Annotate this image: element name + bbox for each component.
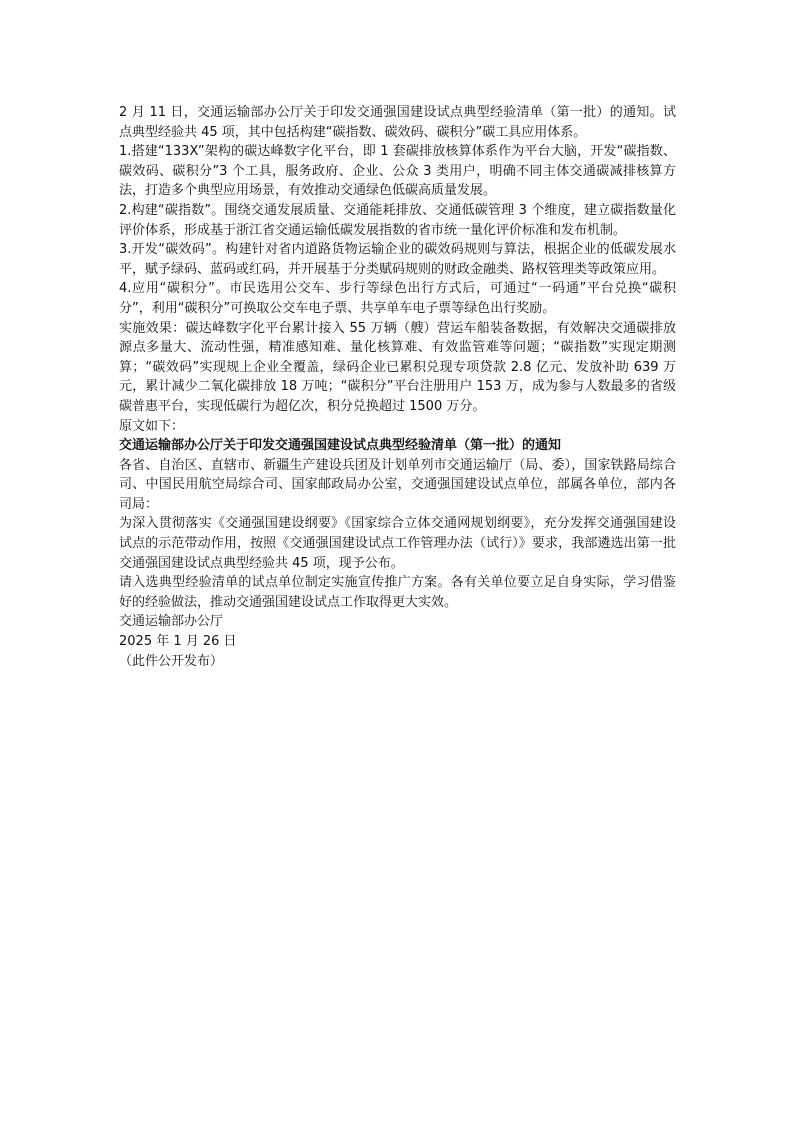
addressee-paragraph: 各省、自治区、直辖市、新疆生产建设兵团及计划单列市交通运输厅（局、委），国家铁路局综合司、中国民用航空局综合司、国家邮政局办公室，交通强国建设试点单位，部属各单位，部内各司局： xyxy=(119,457,676,512)
item-2-paragraph: 2.构建“碳指数”。围绕交通发展质量、交通能耗排放、交通低碳管理 3 个维度，建立碳指数量化评价体系，形成基于浙江省交通运输低碳发展指数的省市统一量化评价标准和发布机制。 xyxy=(119,202,676,238)
notice-title: 交通运输部办公厅关于印发交通强国建设试点典型经验清单（第一批）的通知 xyxy=(119,438,562,454)
effect-paragraph: 实施效果：碳达峰数字化平台累计接入 55 万辆（艘）营运车船装备数据，有效解决交通碳排放源点多量大、流动性强，精准感知难、量化核算难、有效监管难等问题；“碳指数”实现定期测算；“碳效码”实现规上企业全覆盖，绿码企业已累积兑现专项贷款 2.8 亿元、发放补助 639 万元，累计减少二氧化碳排放 18 万吨；“碳积分”平台注册用户 153 万，成为参与人数最多的省级碳普惠平台，实现低碳行为超亿次，积分兑换超过 1500 万分。 xyxy=(119,320,676,414)
publication-note: （此件公开发布） xyxy=(119,653,224,669)
issue-date: 2025 年 1 月 26 日 xyxy=(119,634,237,650)
item-4-paragraph: 4.应用“碳积分”。市民选用公交车、步行等绿色出行方式后，可通过“一码通”平台兑换“碳积分”，利用“碳积分”可换取公交车电子票、共享单车电子票等绿色出行奖励。 xyxy=(119,281,676,316)
original-text-label: 原文如下： xyxy=(119,418,185,434)
item-3-paragraph: 3.开发“碳效码”。构建针对省内道路货物运输企业的碳效码规则与算法，根据企业的低碳发展水平，赋予绿码、蓝码或红码，并开展基于分类赋码规则的财政金融类、路权管理类等政策应用。 xyxy=(119,242,676,277)
document-body xyxy=(119,103,676,671)
body-paragraph-1: 为深入贯彻落实《交通强国建设纲要》《国家综合立体交通网规划纲要》，充分发挥交通强国建设试点的示范带动作用，按照《交通强国建设试点工作管理办法（试行）》要求，我部遴选出第一批交通强国建设试点典型经验共 45 项，现予公布。 xyxy=(119,516,676,571)
intro-paragraph: 2 月 11 日，交通运输部办公厅关于印发交通强国建设试点典型经验清单（第一批）的通知。试点典型经验共 45 项，其中包括构建“碳指数、碳效码、碳积分”碳工具应用体系。 xyxy=(119,105,676,140)
body-paragraph-2: 请入选典型经验清单的试点单位制定实施宣传推广方案。各有关单位要立足自身实际，学习借鉴好的经验做法，推动交通强国建设试点工作取得更大实效。 xyxy=(119,575,676,610)
issuer-name: 交通运输部办公厅 xyxy=(119,614,224,630)
item-1-paragraph: 1.搭建“133X”架构的碳达峰数字化平台，即 1 套碳排放核算体系作为平台大脑，开发“碳指数、碳效码、碳积分”3 个工具，服务政府、企业、公众 3 类用户，明确不同主体交通碳减排核算方法，打造多个典型应用场景，有效推动交通绿色低碳高质量发展。 xyxy=(119,144,676,199)
